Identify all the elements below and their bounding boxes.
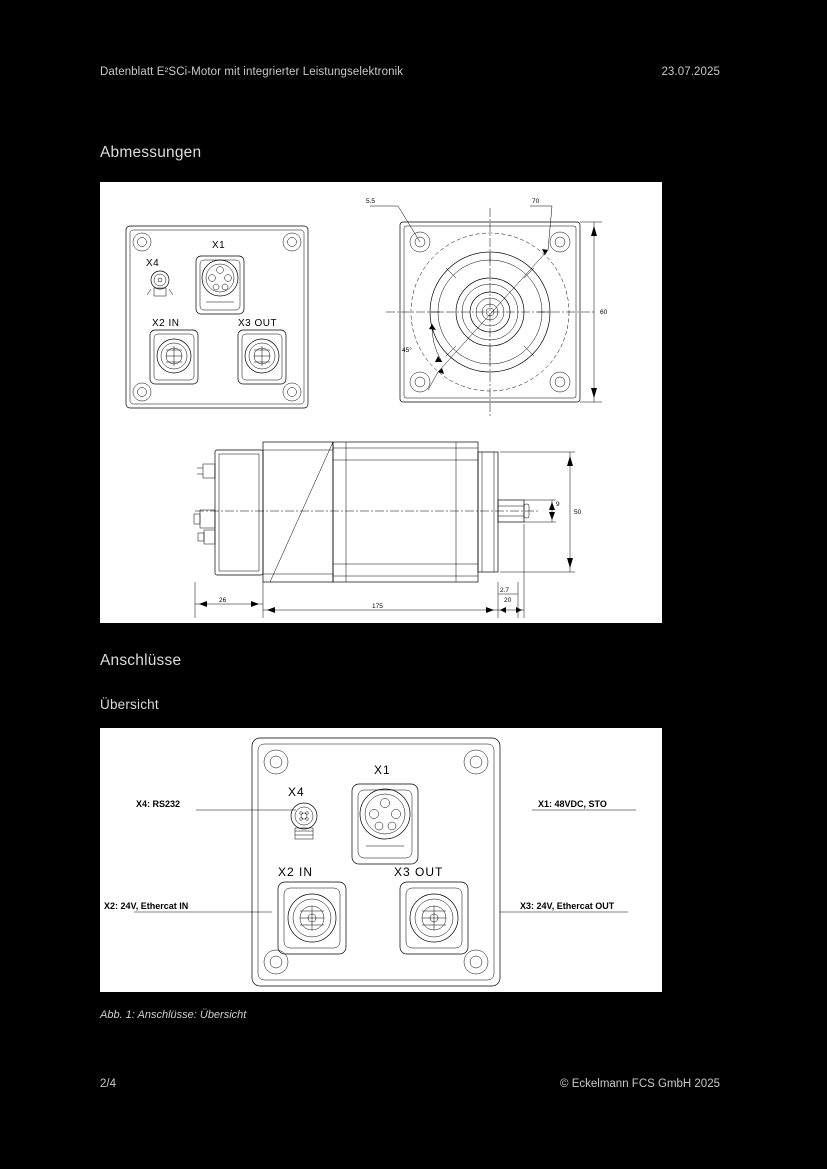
figure-caption: Abb. 1: Anschlüsse: Übersicht bbox=[100, 1009, 247, 1021]
conn-label-x4: X4 bbox=[288, 785, 305, 799]
connectors-drawing bbox=[100, 728, 662, 992]
front-label-x4: X4 bbox=[146, 258, 160, 269]
page-header bbox=[100, 66, 720, 78]
heading-abmessungen: Abmessungen bbox=[100, 144, 202, 161]
conn-label-x1: X1 bbox=[374, 763, 391, 777]
front-label-x2in: X2 IN bbox=[152, 318, 180, 329]
front-view bbox=[126, 226, 308, 408]
page-number: 2/4 bbox=[100, 1078, 116, 1090]
connector-x1 bbox=[352, 784, 418, 864]
header-date: 23.07.2025 bbox=[661, 66, 720, 78]
front-label-x1: X1 bbox=[212, 240, 226, 251]
callout-x3: X3: 24V, Ethercat OUT bbox=[520, 901, 615, 911]
callout-x1: X1: 48VDC, STO bbox=[538, 799, 607, 809]
callout-x2: X2: 24V, Ethercat IN bbox=[104, 901, 189, 911]
connector-x3 bbox=[400, 882, 468, 954]
dim-2-7: 2.7 bbox=[500, 587, 510, 594]
conn-label-x3out: X3 OUT bbox=[394, 865, 444, 879]
dim-5-5: 5.5 bbox=[366, 198, 376, 205]
figure-connectors bbox=[100, 728, 662, 992]
page-footer bbox=[100, 1078, 720, 1090]
figure-dimensions bbox=[100, 182, 662, 623]
dimensions-drawing bbox=[100, 182, 662, 623]
dim-9: 9 bbox=[556, 501, 560, 508]
dim-50: 50 bbox=[574, 509, 582, 516]
side-view bbox=[194, 442, 582, 618]
dim-26: 26 bbox=[219, 597, 227, 604]
conn-label-x2in: X2 IN bbox=[278, 865, 314, 879]
connector-x4 bbox=[291, 803, 317, 839]
header-title: Datenblatt E²SCi-Motor mit integrierter Leistungselektronik bbox=[100, 66, 404, 78]
flange-view bbox=[366, 198, 608, 416]
callout-x4: X4: RS232 bbox=[136, 799, 181, 809]
dim-175: 175 bbox=[372, 603, 383, 610]
dim-70: 70 bbox=[532, 198, 540, 205]
heading-anschluesse: Anschlüsse bbox=[100, 652, 182, 669]
copyright-notice: © Eckelmann FCS GmbH 2025 bbox=[560, 1078, 720, 1090]
dim-45deg: 45° bbox=[402, 347, 412, 354]
connector-x2 bbox=[278, 882, 346, 954]
heading-uebersicht: Übersicht bbox=[100, 697, 159, 712]
dim-20: 20 bbox=[504, 597, 512, 604]
front-label-x3out: X3 OUT bbox=[238, 318, 278, 329]
dim-60: 60 bbox=[600, 309, 608, 316]
